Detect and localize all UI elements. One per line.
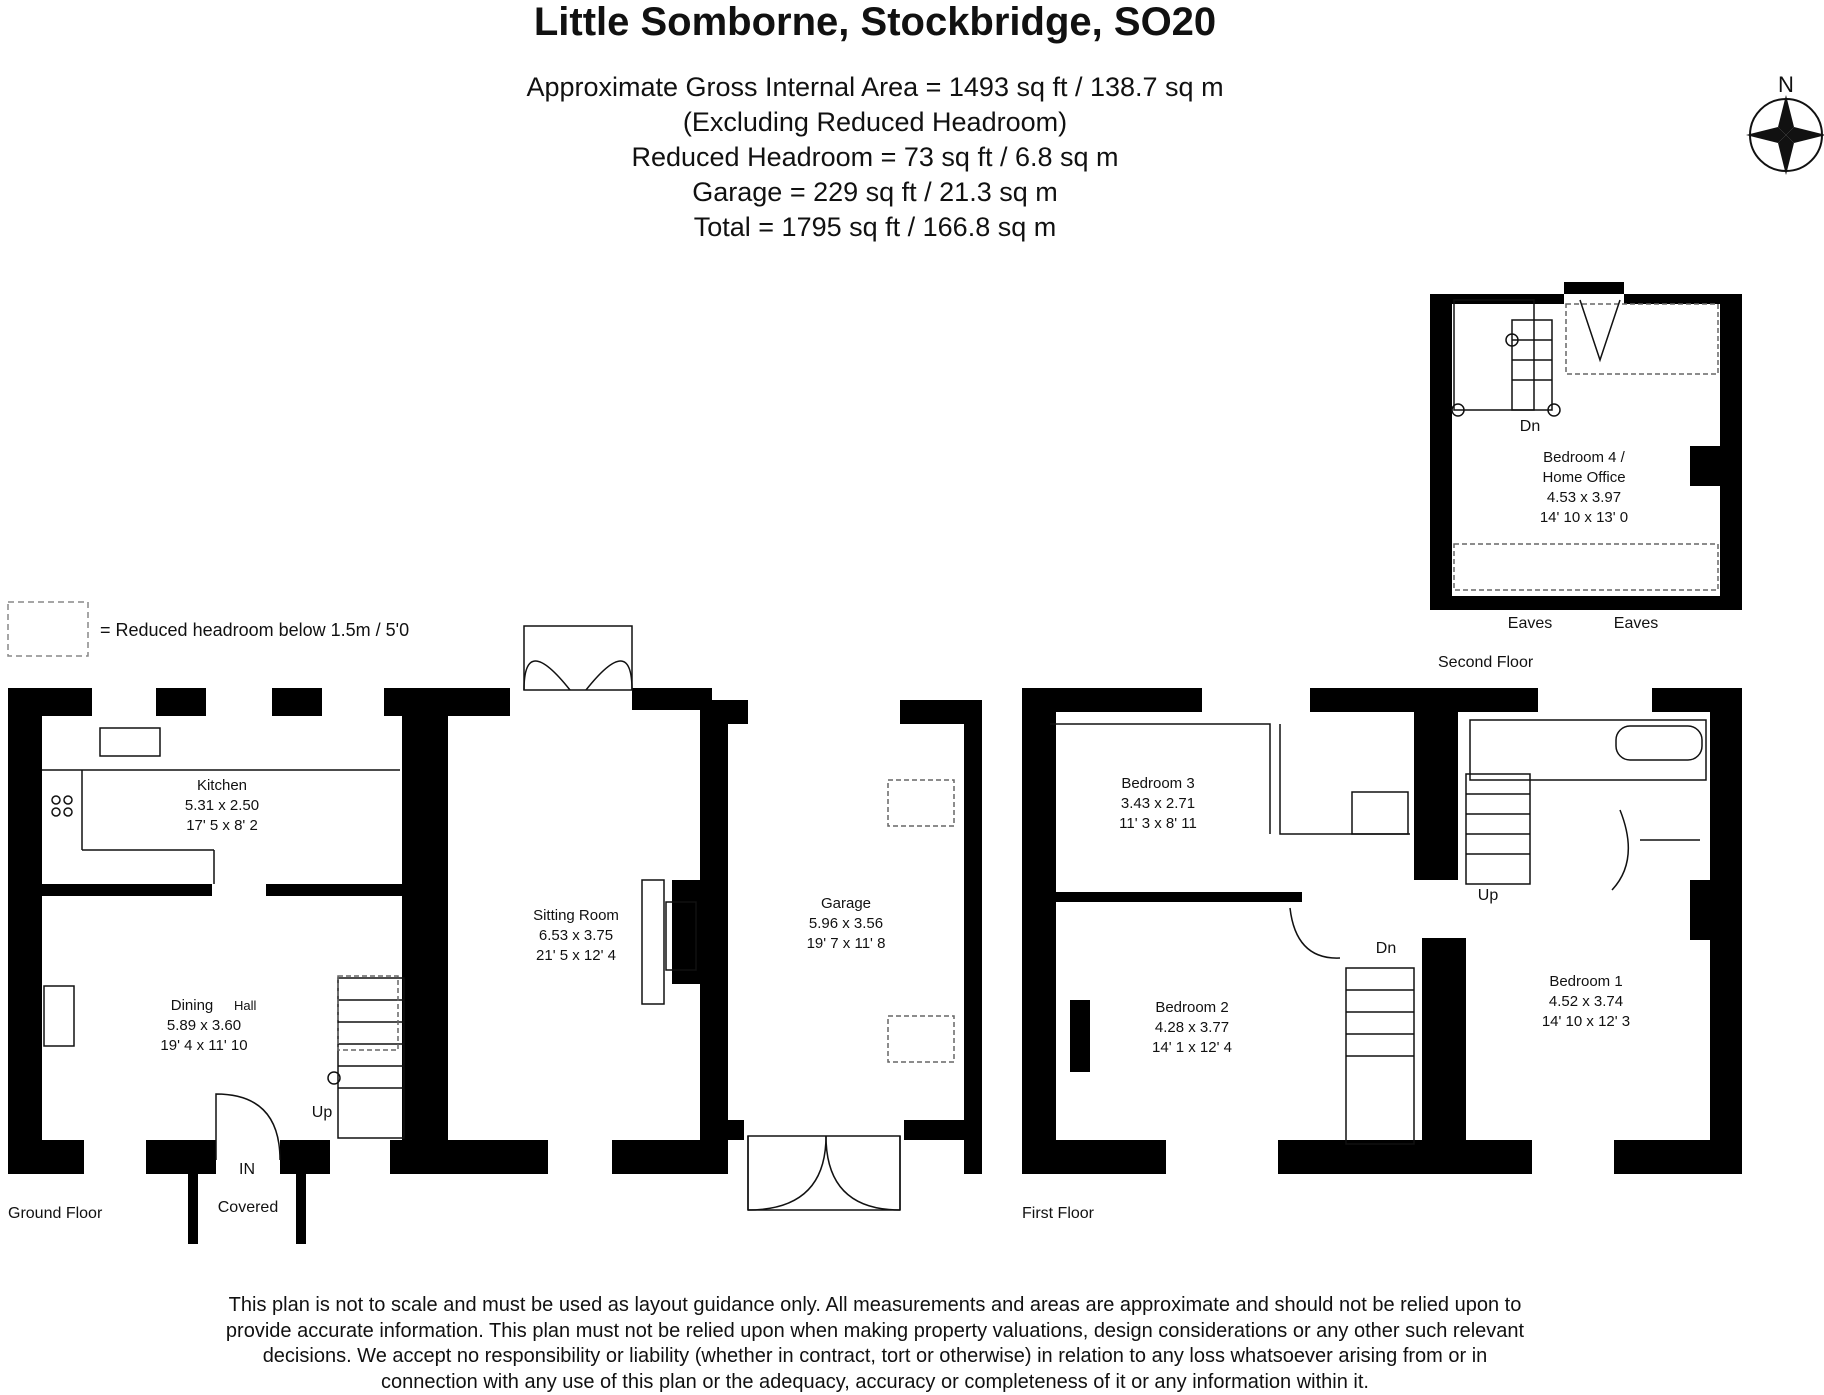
room-name-bedroom1: Bedroom 1 [1549,973,1622,990]
disclaimer-line: provide accurate information. This plan must not be relied upon when making property valuations, design considerations or any other such relevant [160,1319,1590,1345]
stairs-down-label: Dn [1520,418,1540,435]
room-name-sitting: Sitting Room [533,907,619,924]
disclaimer-line: connection with any use of this plan or the adequacy, accuracy or completeness of it or any information within it. [160,1370,1590,1395]
floor-label-first: First Floor [1022,1205,1095,1222]
disclaimer [160,1293,1590,1395]
area-line: Total = 1795 sq ft / 166.8 sq m [0,210,1750,245]
room-name-dining: Dining [171,997,214,1014]
floor-label-second: Second Floor [1438,654,1534,671]
second-floor [1430,282,1742,610]
area-line: Approximate Gross Internal Area = 1493 sq ft / 138.7 sq m [0,70,1750,105]
room-name-bedroom2: Bedroom 2 [1155,999,1228,1016]
room-metric-dining: 5.89 x 3.60 [167,1017,241,1034]
stairs-up-label: Up [1478,887,1499,904]
eaves-label: Eaves [1614,615,1658,632]
floor-label-ground: Ground Floor [8,1205,103,1222]
legend-swatch [8,602,88,656]
room-name-bedroom3: Bedroom 3 [1121,775,1194,792]
disclaimer-line: This plan is not to scale and must be used as layout guidance only. All measurements and areas are approximate and should not be relied upon to [160,1293,1590,1319]
ground-floor [8,688,982,1244]
room-imperial-bedroom2: 14' 1 x 12' 4 [1152,1039,1232,1056]
room-metric-kitchen: 5.31 x 2.50 [185,797,259,814]
disclaimer-line: decisions. We accept no responsibility or liability (whether in contract, tort or otherwise) in relation to any loss whatsoever arising from or in [160,1344,1590,1370]
room-imperial-bedroom4: 14' 10 x 13' 0 [1540,509,1628,526]
covered-label: Covered [218,1199,278,1216]
stairs-up-label: Up [312,1104,333,1121]
area-line: (Excluding Reduced Headroom) [0,105,1750,140]
room-metric-garage: 5.96 x 3.56 [809,915,883,932]
legend [8,602,409,656]
room-imperial-dining: 19' 4 x 11' 10 [160,1037,247,1054]
room-metric-bedroom2: 4.28 x 3.77 [1155,1019,1229,1036]
room-name-bedroom4: Bedroom 4 / [1543,449,1626,466]
entrance-label: IN [239,1161,255,1178]
first-floor [1022,688,1742,1174]
eaves-label: Eaves [1508,615,1552,632]
room-metric-sitting: 6.53 x 3.75 [539,927,613,944]
room-suffix-dining: Hall [234,998,257,1013]
room-metric-bedroom4: 4.53 x 3.97 [1547,489,1621,506]
room-imperial-kitchen: 17' 5 x 8' 2 [186,817,258,834]
room-imperial-bedroom1: 14' 10 x 12' 3 [1542,1013,1630,1030]
room-imperial-sitting: 21' 5 x 12' 4 [536,947,616,964]
stairs-down-label: Dn [1376,940,1396,957]
room-imperial-garage: 19' 7 x 11' 8 [807,935,886,952]
room-metric-bedroom1: 4.52 x 3.74 [1549,993,1623,1010]
compass-north-label: N [1778,72,1794,97]
room-imperial-bedroom3: 11' 3 x 8' 11 [1119,815,1197,832]
area-line: Reduced Headroom = 73 sq ft / 6.8 sq m [0,140,1750,175]
room-metric-bedroom3: 3.43 x 2.71 [1121,795,1195,812]
legend-text: = Reduced headroom below 1.5m / 5'0 [100,620,409,640]
room-name2-bedroom4: Home Office [1542,469,1625,486]
compass-icon [1746,72,1824,175]
room-name-garage: Garage [821,895,871,912]
area-line: Garage = 229 sq ft / 21.3 sq m [0,175,1750,210]
page-title: Little Somborne, Stockbridge, SO20 [0,0,1750,44]
room-name-kitchen: Kitchen [197,777,247,794]
